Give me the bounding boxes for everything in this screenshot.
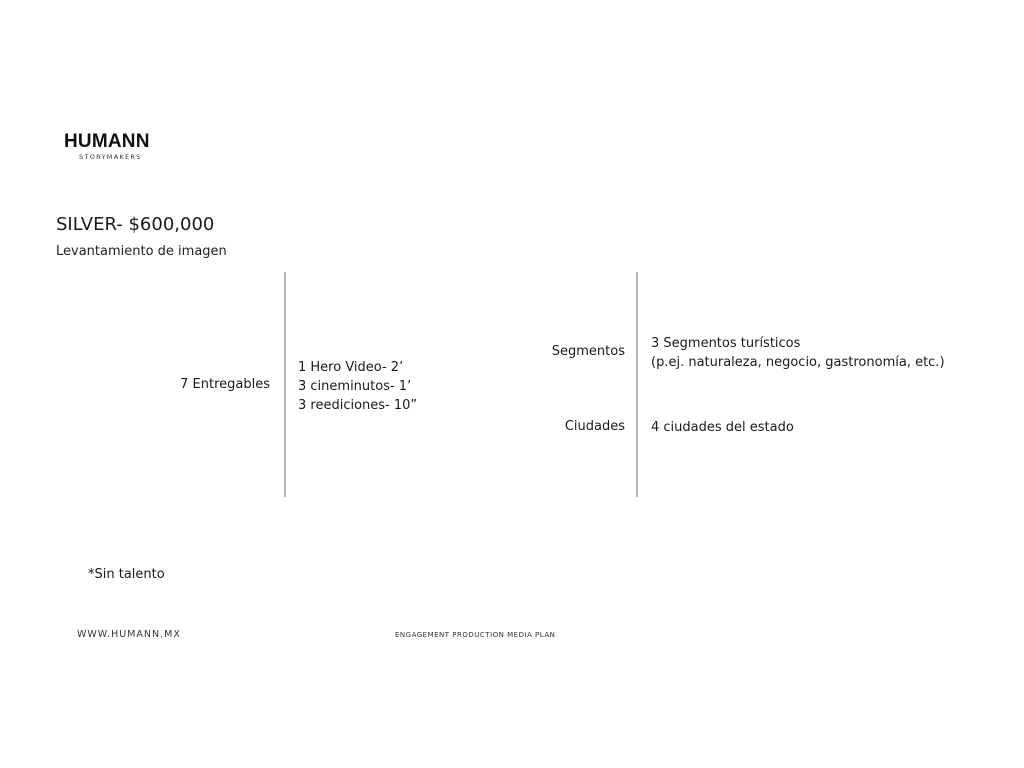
ciudades-value: 4 ciudades del estado xyxy=(651,420,794,435)
divider-right xyxy=(636,272,638,497)
footer-document-name: ENGAGEMENT PRODUCTION MEDIA PLAN xyxy=(395,631,556,639)
divider-left xyxy=(284,272,286,497)
deliverable-item: 1 Hero Video- 2’ xyxy=(298,360,404,375)
footnote: *Sin talento xyxy=(88,567,165,582)
segmentos-label: Segmentos xyxy=(551,344,625,359)
footer-website: WWW.HUMANN.MX xyxy=(77,629,181,640)
segmentos-line: (p.ej. naturaleza, negocio, gastronomía, etc.) xyxy=(651,355,945,370)
segmentos-value xyxy=(651,334,945,372)
logo-wordmark: HUMANN xyxy=(64,131,150,152)
deliverables-list xyxy=(298,358,417,415)
segmentos-line: 3 Segmentos turísticos xyxy=(651,336,801,351)
deliverable-item: 3 cineminutos- 1’ xyxy=(298,379,412,394)
plan-subtitle: Levantamiento de imagen xyxy=(56,244,227,259)
plan-title: SILVER- $600,000 xyxy=(56,214,215,235)
deliverables-label: 7 Entregables xyxy=(180,377,270,392)
deliverable-item: 3 reediciones- 10” xyxy=(298,398,418,413)
ciudades-label: Ciudades xyxy=(564,419,625,434)
logo-tagline: STORYMAKERS xyxy=(79,153,142,161)
